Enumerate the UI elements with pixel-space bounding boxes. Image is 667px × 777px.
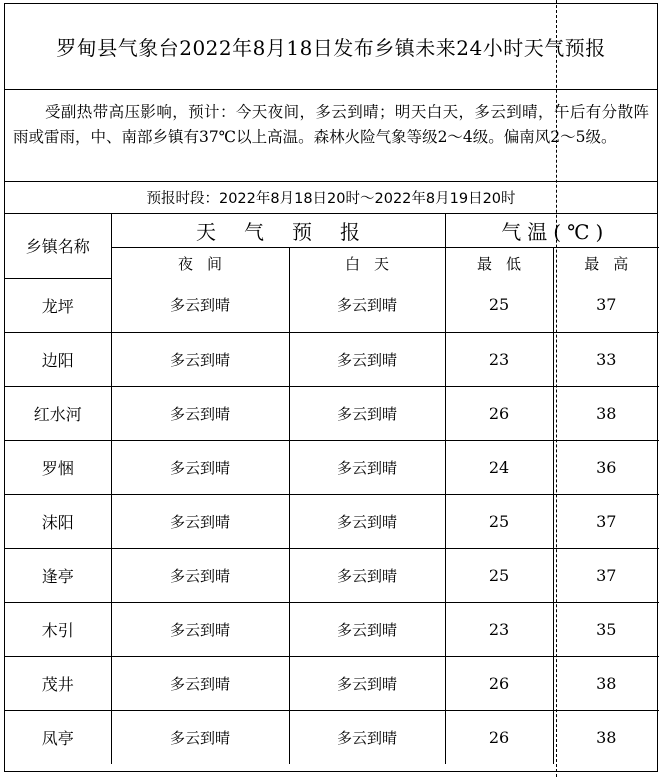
page-title: 罗甸县气象台2022年8月18日发布乡镇未来24小时天气预报 [5, 4, 657, 90]
town-cell: 逢亭 [5, 548, 111, 602]
table-row [5, 440, 659, 494]
night-cell: 多云到晴 [111, 278, 289, 332]
table-row [5, 386, 659, 440]
night-cell: 多云到晴 [111, 656, 289, 710]
town-cell: 龙坪 [5, 278, 111, 332]
low-cell: 24 [445, 440, 553, 494]
forecast-table [5, 214, 659, 764]
forecast-period: 预报时段：2022年8月18日20时～2022年8月19日20时 [5, 182, 657, 214]
day-cell: 多云到晴 [289, 602, 445, 656]
forecast-rows [5, 278, 659, 764]
table-row [5, 332, 659, 386]
town-cell: 红水河 [5, 386, 111, 440]
forecast-sheet [4, 3, 658, 772]
town-cell: 边阳 [5, 332, 111, 386]
header-high: 最高 [553, 248, 659, 279]
day-cell: 多云到晴 [289, 278, 445, 332]
table-row [5, 656, 659, 710]
low-cell: 26 [445, 656, 553, 710]
day-cell: 多云到晴 [289, 494, 445, 548]
town-cell: 罗悃 [5, 440, 111, 494]
high-cell: 37 [553, 494, 659, 548]
town-cell: 茂井 [5, 656, 111, 710]
town-cell: 木引 [5, 602, 111, 656]
forecast-summary: 受副热带高压影响，预计：今天夜间，多云到晴；明天白天，多云到晴，午后有分散阵雨或雷雨，中、南部乡镇有37℃以上高温。森林火险气象等级2～4级。偏南风2～5级。 [5, 90, 657, 182]
day-cell: 多云到晴 [289, 656, 445, 710]
day-cell: 多云到晴 [289, 548, 445, 602]
high-cell: 38 [553, 710, 659, 764]
low-cell: 26 [445, 710, 553, 764]
high-cell: 33 [553, 332, 659, 386]
low-cell: 25 [445, 548, 553, 602]
low-cell: 26 [445, 386, 553, 440]
header-low: 最低 [445, 248, 553, 279]
header-row-main [5, 214, 659, 248]
table-row [5, 278, 659, 332]
day-cell: 多云到晴 [289, 710, 445, 764]
high-cell: 38 [553, 386, 659, 440]
low-cell: 25 [445, 494, 553, 548]
header-day: 白天 [289, 248, 445, 279]
day-cell: 多云到晴 [289, 386, 445, 440]
low-cell: 23 [445, 332, 553, 386]
night-cell: 多云到晴 [111, 440, 289, 494]
night-cell: 多云到晴 [111, 494, 289, 548]
header-night: 夜间 [111, 248, 289, 279]
high-cell: 37 [553, 548, 659, 602]
table-row [5, 494, 659, 548]
day-cell: 多云到晴 [289, 332, 445, 386]
night-cell: 多云到晴 [111, 332, 289, 386]
town-cell: 沫阳 [5, 494, 111, 548]
night-cell: 多云到晴 [111, 386, 289, 440]
table-row [5, 602, 659, 656]
low-cell: 25 [445, 278, 553, 332]
dashed-guide-line [556, 0, 557, 777]
table-row [5, 710, 659, 764]
low-cell: 23 [445, 602, 553, 656]
night-cell: 多云到晴 [111, 602, 289, 656]
header-temperature: 气温(℃) [445, 214, 659, 248]
town-cell: 凤亭 [5, 710, 111, 764]
high-cell: 37 [553, 278, 659, 332]
table-row [5, 548, 659, 602]
header-town: 乡镇名称 [5, 214, 111, 278]
high-cell: 35 [553, 602, 659, 656]
high-cell: 38 [553, 656, 659, 710]
high-cell: 36 [553, 440, 659, 494]
header-forecast: 天气预报 [111, 214, 445, 248]
day-cell: 多云到晴 [289, 440, 445, 494]
night-cell: 多云到晴 [111, 548, 289, 602]
night-cell: 多云到晴 [111, 710, 289, 764]
